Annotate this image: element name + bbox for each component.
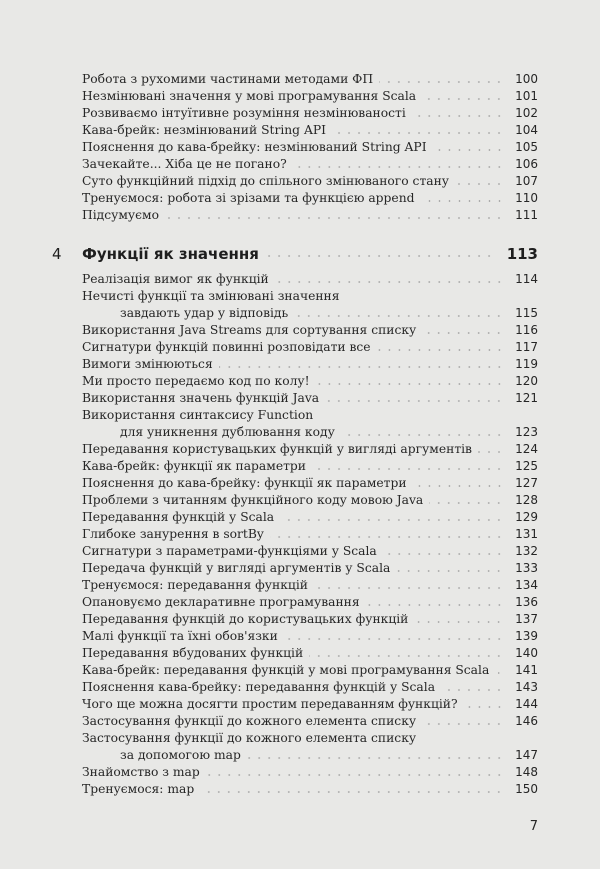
toc-entry xyxy=(82,390,538,407)
dot-leader xyxy=(294,315,504,317)
dot-leader xyxy=(325,400,504,402)
toc-entry xyxy=(82,288,538,305)
toc-entry xyxy=(82,730,538,747)
dot-leader xyxy=(422,98,504,100)
entry-title: Тренуємося: робота зі зрізами та функцією append xyxy=(82,191,415,205)
entry-title: Передавання користувацьких функцій у вигляді аргументів xyxy=(82,442,472,456)
entry-title: Застосування функції до кожного елемента списку xyxy=(82,714,417,728)
dot-leader xyxy=(414,621,504,623)
toc-entry xyxy=(82,71,538,88)
entry-page: 139 xyxy=(515,629,538,643)
dot-leader xyxy=(421,200,505,202)
entry-title: Передавання функцій до користувацьких функцій xyxy=(82,612,409,626)
entry-page: 101 xyxy=(515,89,538,103)
entry-page: 106 xyxy=(515,157,538,171)
dot-leader xyxy=(219,366,504,368)
entry-page: 136 xyxy=(515,595,538,609)
toc-entry xyxy=(82,679,538,696)
page-number: 7 xyxy=(529,819,538,834)
entry-page: 128 xyxy=(515,493,538,507)
entry-page: 123 xyxy=(515,425,538,439)
toc-entry xyxy=(82,509,538,526)
dot-leader xyxy=(429,502,504,504)
entry-page: 131 xyxy=(515,527,538,541)
entry-page: 134 xyxy=(515,578,538,592)
toc-section-previous xyxy=(82,71,538,224)
entry-title: Реалізація вимог як функцій xyxy=(82,272,269,286)
entry-title: Чого ще можна досягти простим передаванням функцій? xyxy=(82,697,458,711)
entry-page: 148 xyxy=(515,765,538,779)
entry-page: 140 xyxy=(515,646,538,660)
toc-entry xyxy=(82,781,538,798)
dot-leader xyxy=(284,638,504,640)
entry-title: Знайомство з map xyxy=(82,765,200,779)
dot-leader xyxy=(265,255,494,257)
dot-leader xyxy=(422,723,504,725)
entry-title: Нечисті функції та змінювані значення xyxy=(82,289,340,303)
dot-leader xyxy=(206,774,504,776)
dot-leader xyxy=(464,706,504,708)
entry-page: 132 xyxy=(515,544,538,558)
entry-title-continuation: для уникнення дублювання коду xyxy=(120,425,335,439)
dot-leader xyxy=(200,791,504,793)
entry-title-continuation: за допомогою map xyxy=(120,748,241,762)
entry-page: 120 xyxy=(515,374,538,388)
dot-leader xyxy=(495,672,504,674)
entry-page: 125 xyxy=(515,459,538,473)
toc-entry xyxy=(82,322,538,339)
entry-title: Суто функційний підхід до спільного змінюваного стану xyxy=(82,174,450,188)
dot-leader xyxy=(441,689,504,691)
entry-page: 150 xyxy=(515,782,538,796)
toc-entry xyxy=(82,696,538,713)
entry-title: Передача функцій у вигляді аргументів у Scala xyxy=(82,561,391,575)
entry-title: Пояснення кава-брейку: передавання функцій у Scala xyxy=(82,680,436,694)
toc-entry xyxy=(82,526,538,543)
entry-page: 147 xyxy=(515,748,538,762)
toc-entry xyxy=(82,560,538,577)
chapter-page: 113 xyxy=(506,245,538,263)
entry-title: Кава-брейк: функції як параметри xyxy=(82,459,306,473)
chapter-heading xyxy=(52,245,538,263)
entry-page: 107 xyxy=(515,174,538,188)
dot-leader xyxy=(396,570,504,572)
dot-leader xyxy=(314,587,504,589)
toc-entry xyxy=(82,88,538,105)
entry-title: Кава-брейк: передавання функцій у мові програмування Scala xyxy=(82,663,490,677)
entry-title: Пояснення до кава-брейку: незмінюваний String API xyxy=(82,140,427,154)
dot-leader xyxy=(293,166,504,168)
entry-page: 119 xyxy=(515,357,538,371)
toc-entry-continuation xyxy=(82,747,538,764)
entry-title: Використання синтаксису Function xyxy=(82,408,314,422)
dot-leader xyxy=(309,655,504,657)
entry-page: 115 xyxy=(515,306,538,320)
toc-entry xyxy=(82,122,538,139)
entry-title: Малі функції та їхні обов'язки xyxy=(82,629,278,643)
entry-title: Глибоке занурення в sortBy xyxy=(82,527,264,541)
entry-page: 143 xyxy=(515,680,538,694)
entry-page: 121 xyxy=(515,391,538,405)
entry-title: Незмінювані значення у мові програмування Scala xyxy=(82,89,417,103)
toc-entry xyxy=(82,190,538,207)
dot-leader xyxy=(383,553,504,555)
entry-title: Опановуємо декларативне програмування xyxy=(82,595,360,609)
entry-page: 127 xyxy=(515,476,538,490)
entry-title: Використання значень функцій Java xyxy=(82,391,320,405)
entry-title: Тренуємося: map xyxy=(82,782,195,796)
dot-leader xyxy=(341,434,504,436)
dot-leader xyxy=(247,757,504,759)
toc-entry xyxy=(82,105,538,122)
toc-entry xyxy=(82,156,538,173)
entry-title: Сигнатури з параметрами-функціями у Scala xyxy=(82,544,377,558)
toc-entry xyxy=(82,713,538,730)
dot-leader xyxy=(316,383,504,385)
entry-title: Пояснення до кава-брейку: функції як параметри xyxy=(82,476,407,490)
toc-entry xyxy=(82,407,538,424)
entry-title: Тренуємося: передавання функцій xyxy=(82,578,308,592)
toc-entry xyxy=(82,441,538,458)
toc-entry-continuation xyxy=(82,305,538,322)
entry-page: 100 xyxy=(515,72,538,86)
toc-entry xyxy=(82,373,538,390)
toc-entry xyxy=(82,139,538,156)
chapter-number: 4 xyxy=(52,245,62,263)
toc-entry-continuation xyxy=(82,424,538,441)
dot-leader xyxy=(413,485,504,487)
entry-page: 141 xyxy=(515,663,538,677)
toc-entry xyxy=(82,611,538,628)
dot-leader xyxy=(332,132,504,134)
entry-title: Вимоги змінюються xyxy=(82,357,213,371)
entry-page: 133 xyxy=(515,561,538,575)
entry-title: Ми просто передаємо код по колу! xyxy=(82,374,310,388)
entry-title: Використання Java Streams для сортування списку xyxy=(82,323,417,337)
entry-page: 137 xyxy=(515,612,538,626)
entry-page: 116 xyxy=(515,323,538,337)
dot-leader xyxy=(270,536,504,538)
toc-entry xyxy=(82,356,538,373)
dot-leader xyxy=(478,451,504,453)
toc-entry xyxy=(82,458,538,475)
entry-title: Застосування функції до кожного елемента списку xyxy=(82,731,417,745)
toc-chapter-entries xyxy=(82,271,538,798)
dot-leader xyxy=(165,217,504,219)
entry-page: 105 xyxy=(515,140,538,154)
entry-page: 117 xyxy=(515,340,538,354)
dot-leader xyxy=(280,519,504,521)
dot-leader xyxy=(379,81,504,83)
dot-leader xyxy=(433,149,504,151)
entry-title: Робота з рухомими частинами методами ФП xyxy=(82,72,374,86)
toc-entry xyxy=(82,543,538,560)
entry-page: 146 xyxy=(515,714,538,728)
toc-entry xyxy=(82,594,538,611)
entry-title: Передавання вбудованих функцій xyxy=(82,646,304,660)
entry-title: Зачекайте... Хіба це не погано? xyxy=(82,157,287,171)
entry-page: 102 xyxy=(515,106,538,120)
toc-entry xyxy=(82,339,538,356)
entry-page: 114 xyxy=(515,272,538,286)
toc-entry xyxy=(82,577,538,594)
toc-entry xyxy=(82,475,538,492)
entry-title: Підсумуємо xyxy=(82,208,160,222)
entry-page: 104 xyxy=(515,123,538,137)
entry-title: Проблеми з читанням функційного коду мовою Java xyxy=(82,493,424,507)
chapter-title: Функції як значення xyxy=(82,245,259,263)
toc-entry xyxy=(82,662,538,679)
dot-leader xyxy=(412,115,504,117)
toc-entry xyxy=(82,645,538,662)
toc-entry xyxy=(82,271,538,288)
entry-title: Передавання функцій у Scala xyxy=(82,510,275,524)
dot-leader xyxy=(377,349,504,351)
dot-leader xyxy=(422,332,504,334)
entry-title: Кава-брейк: незмінюваний String API xyxy=(82,123,326,137)
dot-leader xyxy=(312,468,504,470)
entry-page: 110 xyxy=(515,191,538,205)
entry-title: Сигнатури функцій повинні розповідати все xyxy=(82,340,371,354)
entry-page: 144 xyxy=(515,697,538,711)
toc-entry xyxy=(82,207,538,224)
entry-title-continuation: завдають удар у відповідь xyxy=(120,306,289,320)
toc-entry xyxy=(82,492,538,509)
entry-page: 111 xyxy=(515,208,538,222)
toc-entry xyxy=(82,628,538,645)
entry-page: 129 xyxy=(515,510,538,524)
toc-entry xyxy=(82,173,538,190)
dot-leader xyxy=(366,604,504,606)
entry-page: 124 xyxy=(515,442,538,456)
dot-leader xyxy=(275,281,504,283)
dot-leader xyxy=(455,183,504,185)
entry-title: Розвиваємо інтуїтивне розуміння незмінюваності xyxy=(82,106,406,120)
toc-entry xyxy=(82,764,538,781)
